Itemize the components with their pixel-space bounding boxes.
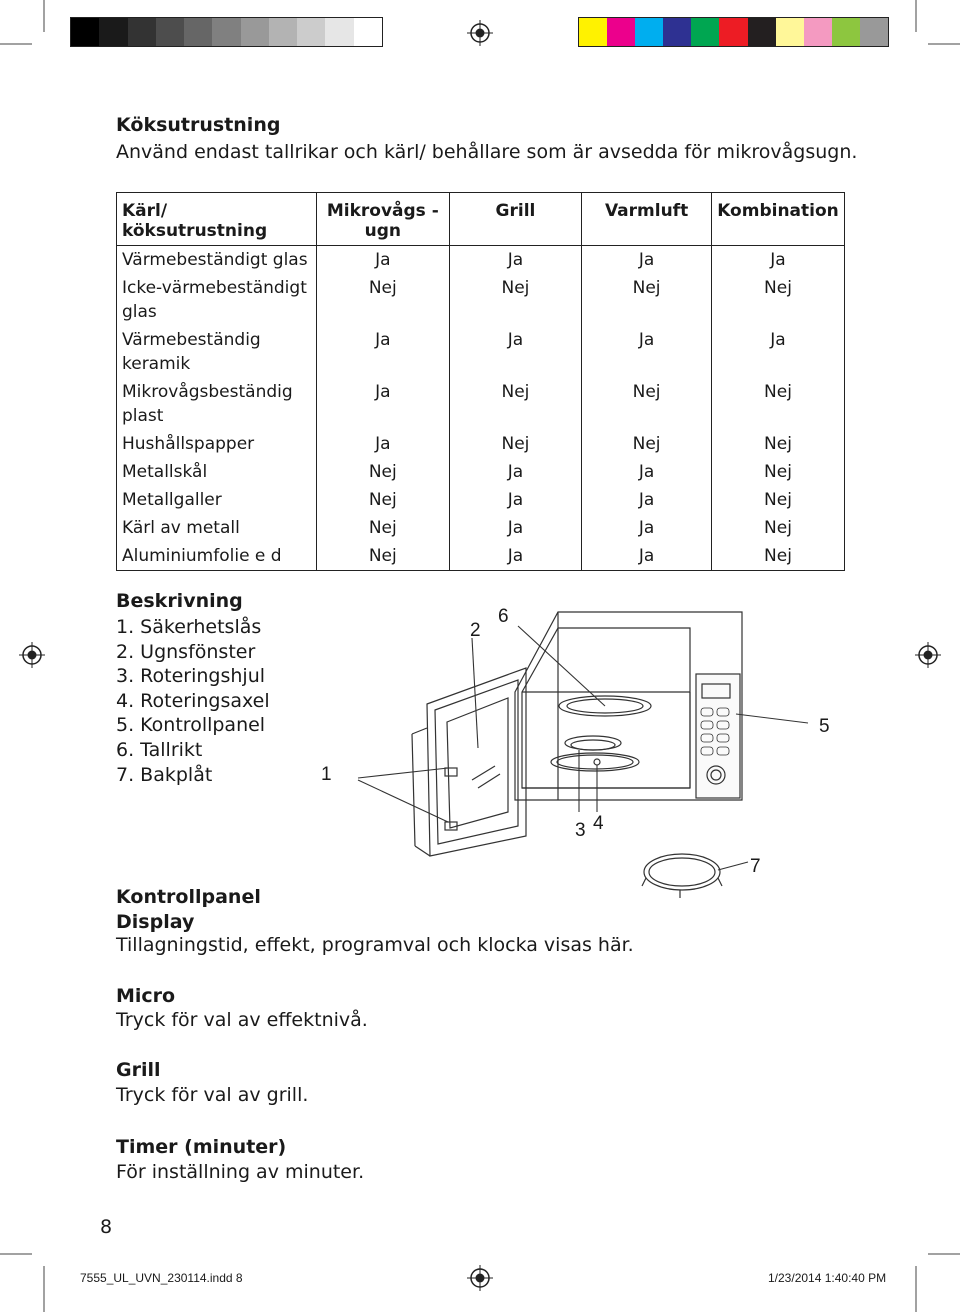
compatibility-cell: Ja: [582, 486, 712, 514]
compatibility-cell: Nej: [316, 486, 449, 514]
list-item: 3. Roteringshjul: [116, 665, 266, 688]
color-swatch: [691, 18, 719, 46]
color-swatch: [297, 18, 325, 46]
display-heading: Display: [116, 911, 195, 933]
color-swatch: [663, 18, 691, 46]
callout-4: 4: [593, 813, 604, 834]
color-swatch: [128, 18, 156, 46]
compatibility-cell: Nej: [449, 274, 581, 326]
description-heading: Beskrivning: [116, 590, 243, 612]
color-swatch: [804, 18, 832, 46]
compatibility-cell: Nej: [582, 430, 712, 458]
list-item: 4. Roteringsaxel: [116, 689, 270, 712]
compatibility-cell: Nej: [711, 458, 844, 486]
table-row: [117, 378, 845, 430]
table-row: [117, 542, 845, 571]
micro-text: Tryck för val av effektnivå.: [116, 1009, 368, 1031]
cookware-compatibility-table: [116, 192, 845, 571]
callout-6: 6: [498, 606, 509, 627]
compatibility-cell: Ja: [449, 458, 581, 486]
compatibility-cell: Nej: [711, 274, 844, 326]
grill-text: Tryck för val av grill.: [116, 1084, 309, 1106]
compatibility-cell: Nej: [316, 274, 449, 326]
material-cell: Kärl av metall: [117, 514, 317, 542]
compatibility-cell: Nej: [711, 514, 844, 542]
footer-date: 1/23/2014 1:40:40 PM: [768, 1271, 887, 1285]
list-item: 5. Kontrollpanel: [116, 714, 266, 737]
grill-heading: Grill: [116, 1059, 161, 1081]
table-row: [117, 514, 845, 542]
compatibility-cell: Nej: [449, 378, 581, 430]
material-cell: Icke-värmebeständigt glas: [117, 274, 317, 326]
material-cell: Värmebeständig keramik: [117, 326, 317, 378]
column-header: Mikrovågs -ugn: [316, 193, 449, 246]
compatibility-cell: Ja: [316, 246, 449, 275]
color-swatch: [99, 18, 127, 46]
kitchenware-heading: Köksutrustning: [116, 114, 281, 136]
table-row: [117, 430, 845, 458]
compatibility-cell: Ja: [582, 514, 712, 542]
compatibility-cell: Nej: [316, 458, 449, 486]
compatibility-cell: Nej: [711, 378, 844, 430]
process-color-bar: [578, 17, 889, 47]
list-item: 2. Ugnsfönster: [116, 640, 256, 663]
compatibility-cell: Ja: [582, 542, 712, 571]
parts-list: [116, 615, 270, 787]
table-row: [117, 246, 845, 275]
column-header: Kärl/ köksutrustning: [117, 193, 317, 246]
timer-text: För inställning av minuter.: [116, 1161, 365, 1183]
compatibility-cell: Ja: [316, 378, 449, 430]
table-header-row: [117, 193, 845, 246]
material-cell: Mikrovågsbeständig plast: [117, 378, 317, 430]
compatibility-cell: Ja: [449, 486, 581, 514]
table-row: [117, 486, 845, 514]
callout-1: 1: [321, 764, 332, 785]
callout-5: 5: [819, 716, 830, 737]
list-item: 7. Bakplåt: [116, 763, 213, 786]
column-header: Grill: [449, 193, 581, 246]
compatibility-cell: Nej: [582, 378, 712, 430]
compatibility-cell: Ja: [711, 326, 844, 378]
column-header: Varmluft: [582, 193, 712, 246]
compatibility-cell: Ja: [449, 246, 581, 275]
registration-mark-icon: [915, 642, 941, 668]
color-swatch: [776, 18, 804, 46]
material-cell: Värmebeständigt glas: [117, 246, 317, 275]
compatibility-cell: Nej: [316, 542, 449, 571]
compatibility-cell: Ja: [582, 246, 712, 275]
micro-heading: Micro: [116, 985, 176, 1007]
registration-mark-icon: [467, 1265, 493, 1291]
kitchenware-intro: Använd endast tallrikar och kärl/ behållare som är avsedda för mikrovågsugn.: [116, 141, 858, 163]
color-swatch: [184, 18, 212, 46]
callout-3: 3: [575, 820, 586, 841]
callout-7: 7: [750, 856, 761, 877]
list-item: 1. Säkerhetslås: [116, 616, 262, 638]
compatibility-cell: Ja: [711, 246, 844, 275]
timer-heading: Timer (minuter): [116, 1136, 287, 1158]
color-swatch: [269, 18, 297, 46]
column-header: Kombination: [711, 193, 844, 246]
compatibility-cell: Nej: [711, 486, 844, 514]
color-swatch: [156, 18, 184, 46]
color-swatch: [607, 18, 635, 46]
compatibility-cell: Nej: [316, 514, 449, 542]
control-panel-heading: Kontrollpanel: [116, 886, 261, 908]
color-swatch: [579, 18, 607, 46]
color-swatch: [832, 18, 860, 46]
color-swatch: [354, 18, 382, 46]
material-cell: Metallgaller: [117, 486, 317, 514]
microwave-diagram: [300, 600, 850, 900]
footer-file-name: 7555_UL_UVN_230114.indd 8: [80, 1271, 243, 1285]
material-cell: Metallskål: [117, 458, 317, 486]
color-swatch: [212, 18, 240, 46]
compatibility-cell: Ja: [316, 326, 449, 378]
list-item: 6. Tallrikt: [116, 738, 203, 761]
compatibility-cell: Ja: [449, 326, 581, 378]
page-number: 8: [100, 1216, 113, 1238]
compatibility-cell: Nej: [449, 430, 581, 458]
color-swatch: [748, 18, 776, 46]
color-swatch: [635, 18, 663, 46]
material-cell: Hushållspapper: [117, 430, 317, 458]
gray-color-bar: [70, 17, 383, 47]
display-text: Tillagningstid, effekt, programval och klocka visas här.: [116, 934, 634, 956]
callout-2: 2: [470, 620, 481, 641]
color-swatch: [860, 18, 888, 46]
compatibility-cell: Nej: [711, 430, 844, 458]
compatibility-cell: Ja: [449, 542, 581, 571]
registration-mark-icon: [19, 642, 45, 668]
compatibility-cell: Ja: [316, 430, 449, 458]
color-swatch: [719, 18, 747, 46]
material-cell: Aluminiumfolie e d: [117, 542, 317, 571]
table-row: [117, 458, 845, 486]
table-row: [117, 274, 845, 326]
compatibility-cell: Ja: [582, 326, 712, 378]
compatibility-cell: Nej: [582, 274, 712, 326]
table-row: [117, 326, 845, 378]
color-swatch: [71, 18, 99, 46]
color-swatch: [241, 18, 269, 46]
compatibility-cell: Nej: [711, 542, 844, 571]
compatibility-cell: Ja: [582, 458, 712, 486]
registration-mark-icon: [467, 20, 493, 46]
color-swatch: [325, 18, 353, 46]
compatibility-cell: Ja: [449, 514, 581, 542]
